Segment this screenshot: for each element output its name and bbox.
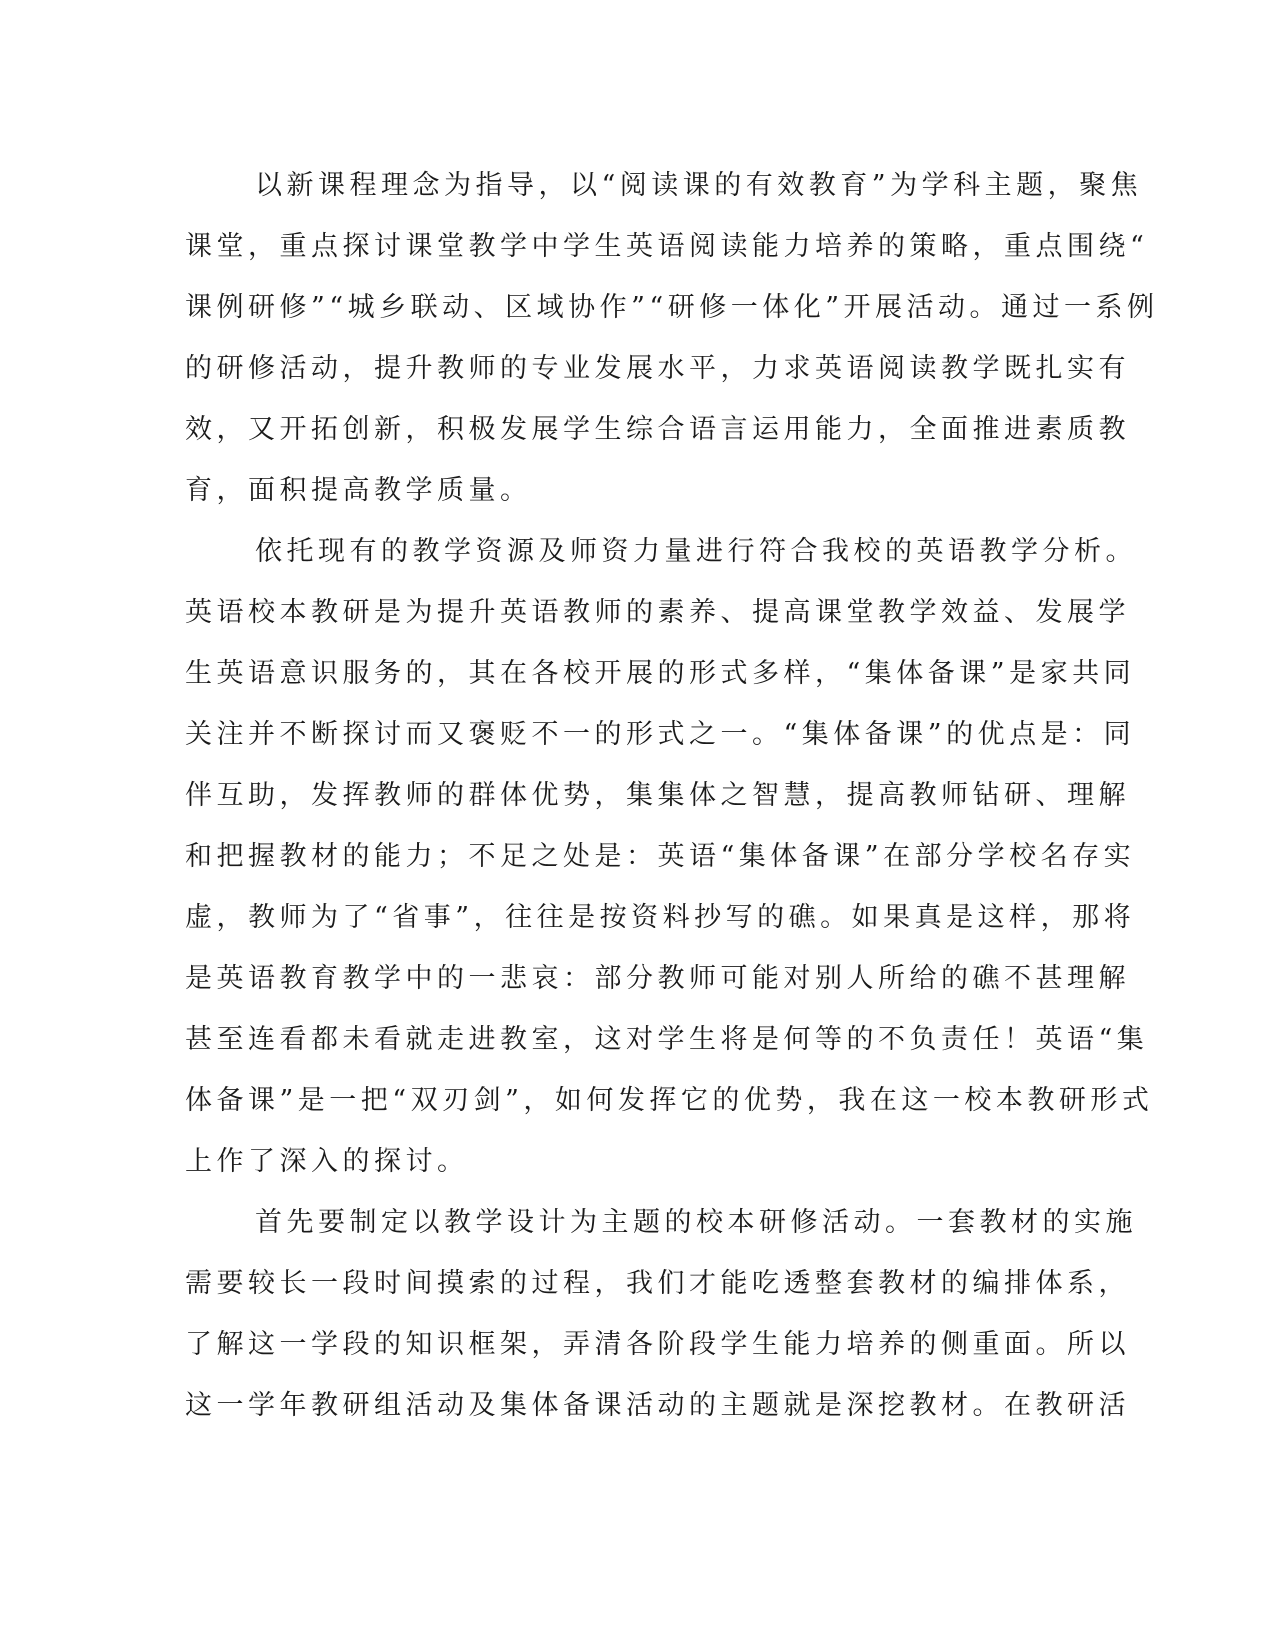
text-line: 是英语教育教学中的一悲哀：部分教师可能对别人所给的礁不甚理解 [185,963,1130,994]
paragraph [185,521,1154,1192]
paragraph [185,1192,1137,1436]
text-line: 虚，教师为了“省事”，往往是按资料抄写的礁。如果真是这样，那将 [185,902,1136,933]
paragraph [185,155,1159,521]
text-line: 生英语意识服务的，其在各校开展的形式多样，“集体备课”是家共同 [185,658,1136,689]
text-line: 首先要制定以教学设计为主题的校本研修活动。一套教材的实施 [255,1207,1137,1238]
text-line: 和把握教材的能力；不足之处是：英语“集体备课”在部分学校名存实 [185,841,1136,872]
text-line: 需要较长一段时间摸索的过程，我们才能吃透整套教材的编排体系， [185,1268,1130,1299]
text-line: 的研修活动，提升教师的专业发展水平，力求英语阅读教学既扎实有 [185,353,1130,384]
text-line: 依托现有的教学资源及师资力量进行符合我校的英语教学分析。 [255,536,1137,567]
text-line: 体备课”是一把“双刃剑”，如何发挥它的优势，我在这一校本教研形式 [185,1085,1154,1116]
text-line: 课堂，重点探讨课堂教学中学生英语阅读能力培养的策略，重点围绕“ [185,231,1149,262]
document-body [185,155,1159,1436]
text-line: 这一学年教研组活动及集体备课活动的主题就是深挖教材。在教研活 [185,1390,1130,1421]
text-line: 伴互助，发挥教师的群体优势，集集体之智慧，提高教师钻研、理解 [185,780,1130,811]
text-line: 效，又开拓创新，积极发展学生综合语言运用能力，全面推进素质教 [185,414,1130,445]
text-line: 了解这一学段的知识框架，弄清各阶段学生能力培养的侧重面。所以 [185,1329,1130,1360]
text-line: 甚至连看都未看就走进教室，这对学生将是何等的不负责任！英语“集 [185,1024,1149,1055]
text-line: 关注并不断探讨而又褒贬不一的形式之一。“集体备课”的优点是：同 [185,719,1136,750]
text-line: 以新课程理念为指导，以“阅读课的有效教育”为学科主题，聚焦 [255,170,1143,201]
text-line: 上作了深入的探讨。 [185,1146,469,1177]
text-line: 育，面积提高教学质量。 [185,475,532,506]
text-line: 课例研修”“城乡联动、区域协作”“研修一体化”开展活动。通过一系例 [185,292,1159,323]
text-line: 英语校本教研是为提升英语教师的素养、提高课堂教学效益、发展学 [185,597,1130,628]
